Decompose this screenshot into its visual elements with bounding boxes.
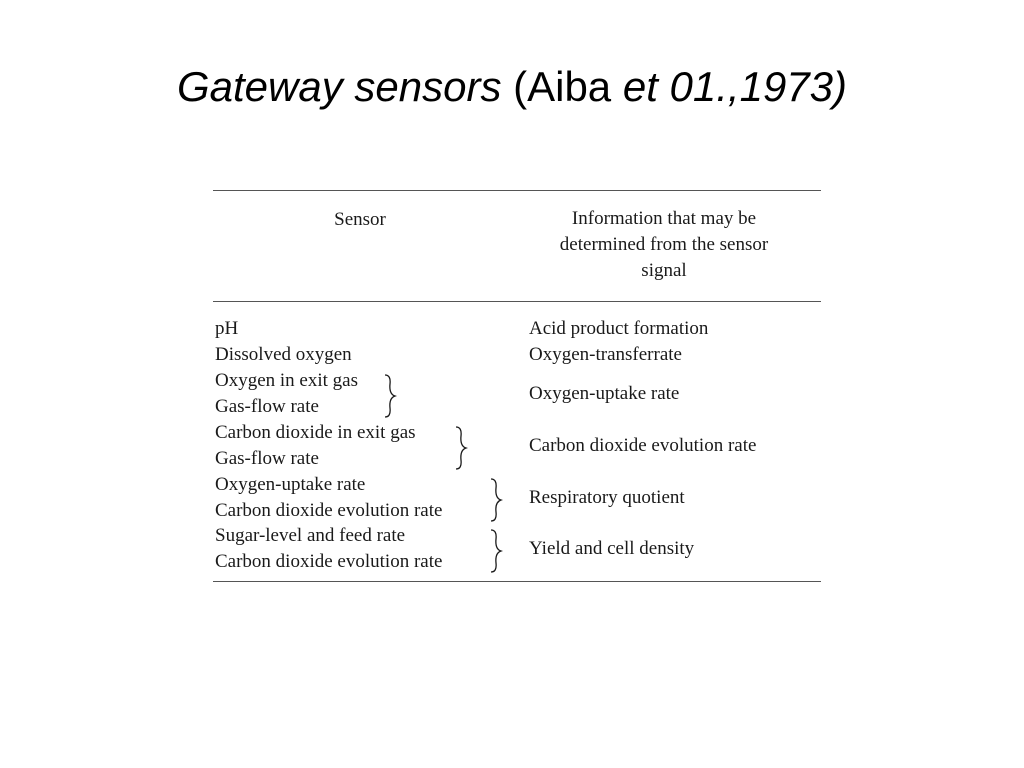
table-top-rule — [213, 190, 821, 191]
sensor-cell: Oxygen-uptake rate — [215, 474, 366, 495]
sensor-cell: Carbon dioxide evolution rate — [215, 500, 443, 521]
right-brace-icon — [489, 529, 503, 573]
sensor-cell: pH — [215, 318, 239, 339]
sensor-cell: Gas-flow rate — [215, 396, 319, 417]
slide-title — [0, 62, 1024, 112]
title-italic: Gateway sensors — [176, 63, 502, 110]
sensor-cell: Sugar-level and feed rate — [215, 525, 406, 546]
title-citation-italic: et 01.,1973) — [622, 63, 848, 110]
info-cell: Respiratory quotient — [529, 487, 685, 508]
info-cell: Oxygen-uptake rate — [529, 383, 680, 404]
header-info-line: Information that may be — [571, 208, 757, 229]
info-cell: Acid product formation — [529, 318, 709, 339]
header-info-line: signal — [641, 260, 687, 281]
right-brace-icon — [454, 426, 468, 470]
info-cell: Oxygen-transferrate — [529, 344, 682, 365]
title-citation: (Aiba — [501, 63, 623, 110]
info-cell: Carbon dioxide evolution rate — [529, 435, 757, 456]
right-brace-icon — [383, 374, 397, 418]
header-sensor: Sensor — [334, 209, 386, 230]
sensor-cell: Gas-flow rate — [215, 448, 319, 469]
sensor-cell: Carbon dioxide in exit gas — [215, 422, 416, 443]
info-cell: Yield and cell density — [529, 538, 695, 559]
header-info-line: determined from the sensor — [559, 234, 769, 255]
sensor-cell: Carbon dioxide evolution rate — [215, 551, 443, 572]
sensor-cell: Dissolved oxygen — [215, 344, 352, 365]
right-brace-icon — [489, 478, 503, 522]
sensor-cell: Oxygen in exit gas — [215, 370, 359, 391]
header-information — [529, 206, 799, 284]
sensor-table-image — [213, 184, 821, 586]
table-header-rule — [213, 301, 821, 302]
table-bottom-rule — [213, 581, 821, 582]
